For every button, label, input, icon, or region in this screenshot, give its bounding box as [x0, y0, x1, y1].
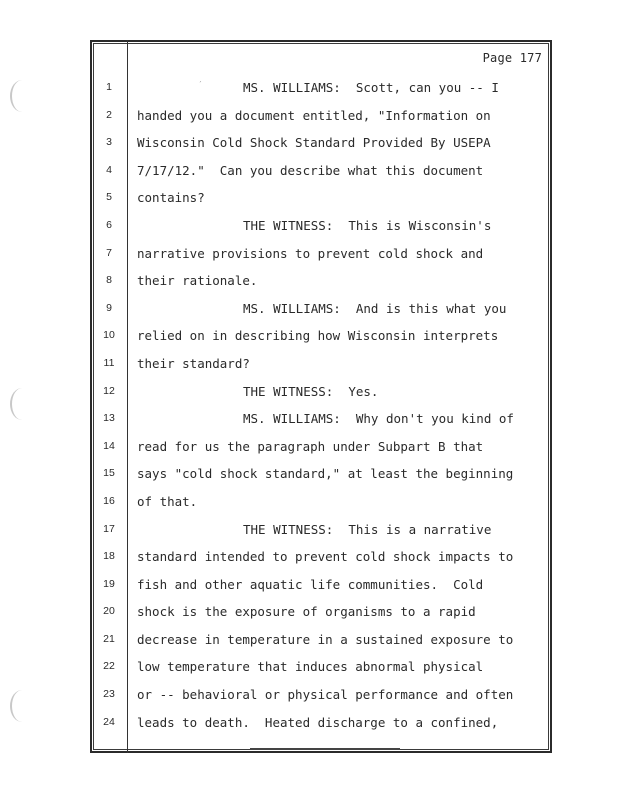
transcript-line: contains? [137, 190, 205, 206]
line-number: 14 [103, 439, 115, 452]
transcript-line-speaker: THE WITNESS: This is Wisconsin's [243, 217, 492, 233]
transcript-line: read for us the paragraph under Subpart B that [137, 438, 484, 454]
transcript-line: fish and other aquatic life communities. Cold [137, 576, 484, 592]
transcript-line: 7/17/12." Can you describe what this document [137, 162, 484, 178]
line-number: 16 [103, 494, 115, 507]
transcript-line: standard intended to prevent cold shock impacts to [137, 549, 514, 565]
line-number: 19 [103, 577, 115, 590]
line-number: 21 [103, 632, 115, 645]
line-number: 15 [103, 467, 115, 480]
line-number: 8 [106, 274, 112, 287]
transcript-line: says "cold shock standard," at least the beginning [137, 466, 514, 482]
line-number: 6 [106, 218, 112, 231]
line-number: 12 [103, 384, 115, 397]
transcript-line: shock is the exposure of organisms to a rapid [137, 604, 476, 620]
transcript-line: decrease in temperature in a sustained exposure to [137, 631, 514, 647]
line-number: 11 [103, 356, 115, 369]
transcript-line-speaker: THE WITNESS: This is a narrative [243, 521, 492, 537]
line-number: 20 [103, 605, 115, 618]
bottom-rule [250, 748, 400, 750]
line-number: 4 [106, 163, 112, 176]
transcript-body [137, 74, 547, 736]
line-number: 7 [106, 246, 112, 259]
transcript-line-speaker: MS. WILLIAMS: And is this what you [243, 300, 507, 316]
transcript-line: low temperature that induces abnormal physical [137, 659, 484, 675]
transcript-line: their standard? [137, 355, 250, 371]
line-number: 23 [103, 688, 115, 701]
line-number: 9 [106, 301, 112, 314]
transcript-line: handed you a document entitled, "Information on [137, 107, 491, 123]
line-number: 22 [103, 660, 115, 673]
line-number: 2 [106, 108, 112, 121]
line-number-margin-rule [127, 40, 128, 753]
transcript-line: relied on in describing how Wisconsin interprets [137, 328, 499, 344]
punch-hole-middle [10, 388, 34, 420]
transcript-line: narrative provisions to prevent cold shock and [137, 245, 484, 261]
transcript-line: their rationale. [137, 273, 258, 289]
line-number-column [96, 74, 122, 736]
transcript-line-speaker: MS. WILLIAMS: Why don't you kind of [243, 411, 514, 427]
line-number: 5 [106, 191, 112, 204]
transcript-line: of that. [137, 493, 198, 509]
stray-mark: ′ [198, 80, 203, 89]
transcript-line: Wisconsin Cold Shock Standard Provided By USEPA [137, 135, 491, 151]
punch-hole-top [10, 80, 34, 112]
transcript-line-speaker: MS. WILLIAMS: Scott, can you -- I [243, 80, 499, 95]
line-number: 24 [103, 715, 115, 728]
line-number: 17 [103, 522, 115, 535]
page-number-header: Page 177 [482, 51, 542, 65]
transcript-line: or -- behavioral or physical performance and often [137, 687, 514, 703]
line-number: 13 [103, 412, 115, 425]
punch-hole-bottom [10, 690, 34, 722]
transcript-line: leads to death. Heated discharge to a confined, [137, 714, 499, 730]
line-number: 3 [106, 136, 112, 149]
line-number: 10 [103, 329, 115, 342]
line-number: 18 [103, 550, 115, 563]
transcript-line-speaker: THE WITNESS: Yes. [243, 383, 379, 399]
line-number: 1 [106, 81, 112, 93]
